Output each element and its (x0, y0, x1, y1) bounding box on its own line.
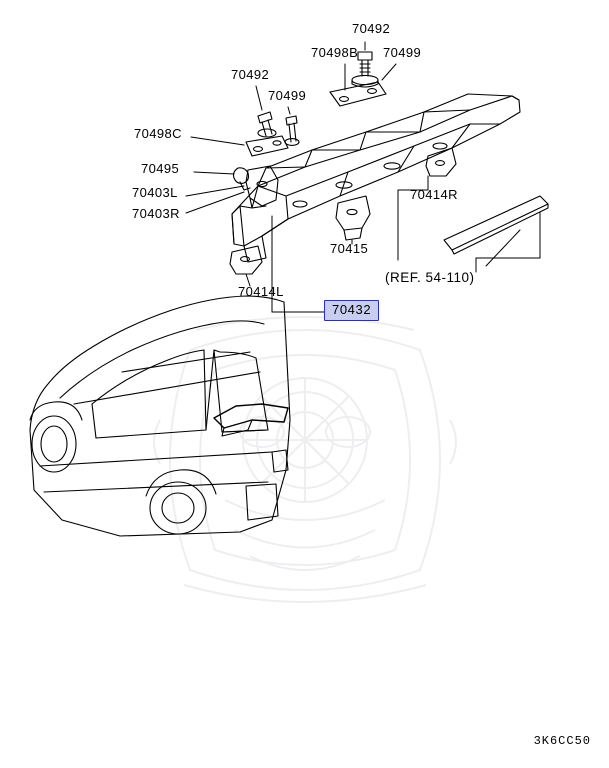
part-label-70414l: 70414L (238, 284, 284, 299)
part-label-70403l: 70403L (132, 185, 178, 200)
part-label-70499-left: 70499 (268, 88, 307, 103)
part-label-70495: 70495 (141, 161, 180, 176)
part-label-70498b: 70498B (311, 45, 359, 60)
part-label-70415: 70415 (330, 241, 369, 256)
part-label-70498c: 70498C (134, 126, 182, 141)
part-label-70414r: 70414R (410, 187, 458, 202)
part-label-70492-top: 70492 (352, 21, 391, 36)
reference-note: (REF. 54-110) (385, 270, 475, 285)
part-label-70403r: 70403R (132, 206, 180, 221)
highlighted-part-70432[interactable]: 70432 (324, 300, 379, 321)
part-label-70499-top: 70499 (383, 45, 422, 60)
part-label-70492-left: 70492 (231, 67, 270, 82)
diagram-code: 3K6CC50 (533, 734, 591, 748)
